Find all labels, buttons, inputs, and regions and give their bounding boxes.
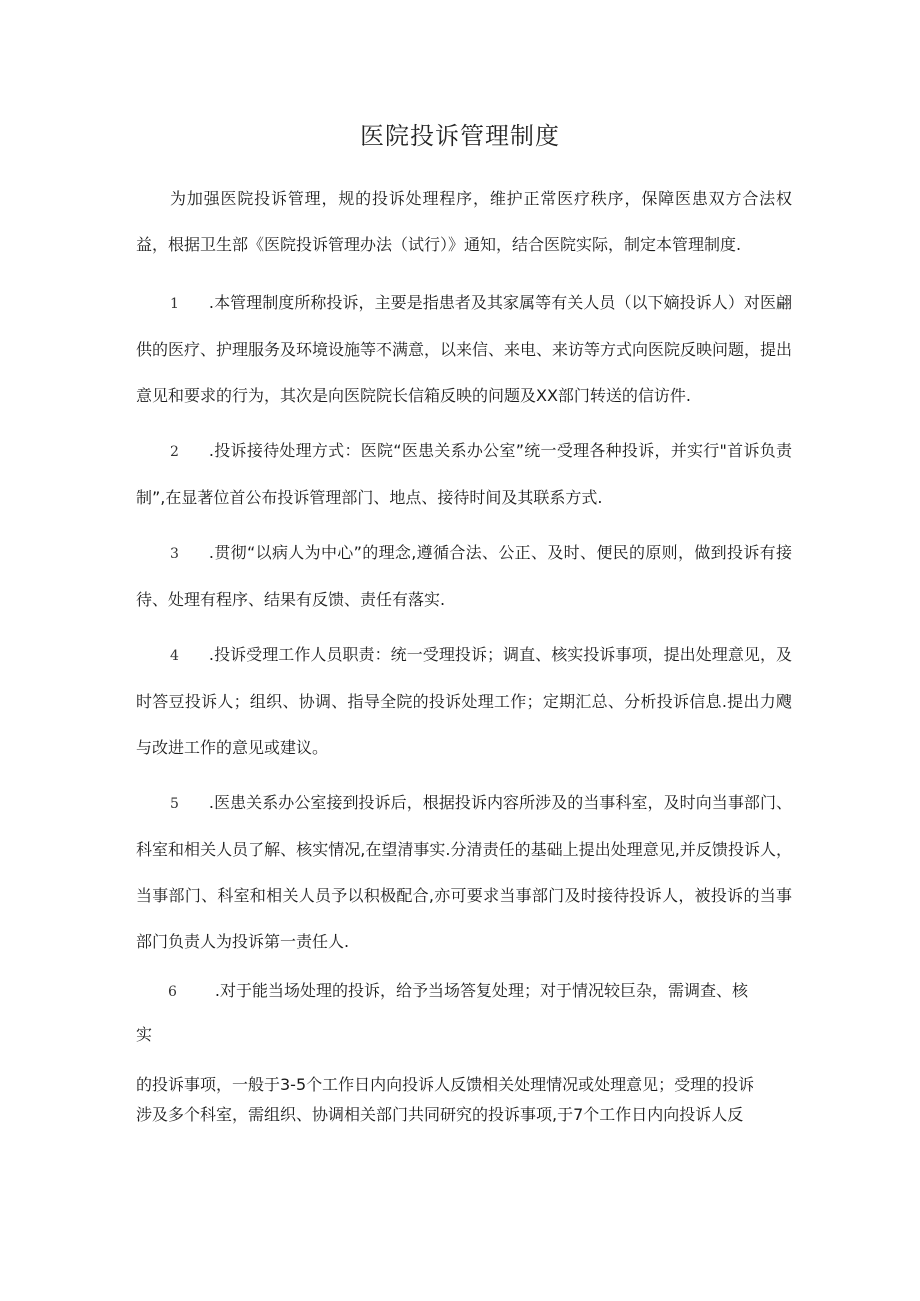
clause-number: 5 [170,796,179,812]
intro-paragraph [136,176,792,268]
clause-text: .投诉受理工作人员职责：统一受理投诉；调直、核实投诉事项，提出处理意见，及时答豆投诉人；组织、协调、指导全院的投诉处理工作；定期汇总、分析投诉信息.提出力飕与改进工作的意见或建议。 [136,645,792,757]
clause-number: 2 [170,444,179,460]
clause-6-line-1 [168,978,792,1005]
intro-text: 为加强医院投诉管理，规的投诉处理程序，维护正常医疗秩序，保障医患双方合法权益，根据卫生部《医院投诉管理办法（试行）》通知，结合医院实际，制定本管理制度. [136,189,792,254]
clause-text: .本管理制度所称投诉，主要是指患者及其家属等有关人员（以下嫡投诉人）对医翩供的医疗、护理服务及环境设施等不满意，以来信、来电、来访等方式向医院反映问题，提出意见和要求的行为，其次是向医院院长信箱反映的问题及XX部门转送的信访件. [136,293,793,405]
clause-text: .医患关系办公室接到投诉后，根据投诉内容所涉及的当事科室，及时向当事部门、科室和相关人员了解、核实情况,在望清事实.分清责任的基础上提出处理意见,并反馈投诉人，当事部门、科室和相关人员予以积极配合,亦可要求当事部门及时接待投诉人，被投诉的当事部门负责人为投诉第一责任人. [136,793,792,951]
clause-4 [136,632,792,771]
clause-number: 1 [170,296,179,312]
clause-text: .贯彻“以病人为中心”的理念,遵循合法、公正、及时、便民的原则，做到投诉有接待、处理有程序、结果有反馈、责任有落实. [136,543,792,609]
clause-number: 4 [170,648,179,664]
clause-2 [136,428,792,521]
document-title: 医院投诉管理制度 [360,122,560,150]
clause-6-line-3: 的投诉事项，一般于3-5个工作日内向投诉人反馈相关处理情况或处理意见；受理的投诉 [136,1075,755,1094]
clause-text: .对于能当场处理的投诉，给予当场答复处理；对于情况较巨杂，需调查、核 [214,981,749,1000]
clause-text: .投诉接待处理方式：医院“医患关系办公室”统一受理各种投诉，并实行"首诉负责制”,在显著位首公布投诉管理部门、地点、接待时间及其联系方式. [136,441,792,507]
clause-5 [136,780,792,965]
clause-6-line-4: 涉及多个科室，需组织、协调相关部门共同研究的投诉事项,于7个工作日内向投诉人反 [136,1105,744,1124]
clause-6-line-2: 实 [136,1025,153,1044]
clause-number: 3 [170,546,179,562]
clause-number: 6 [168,984,177,1000]
clause-3 [136,530,792,623]
clause-1 [136,280,792,419]
